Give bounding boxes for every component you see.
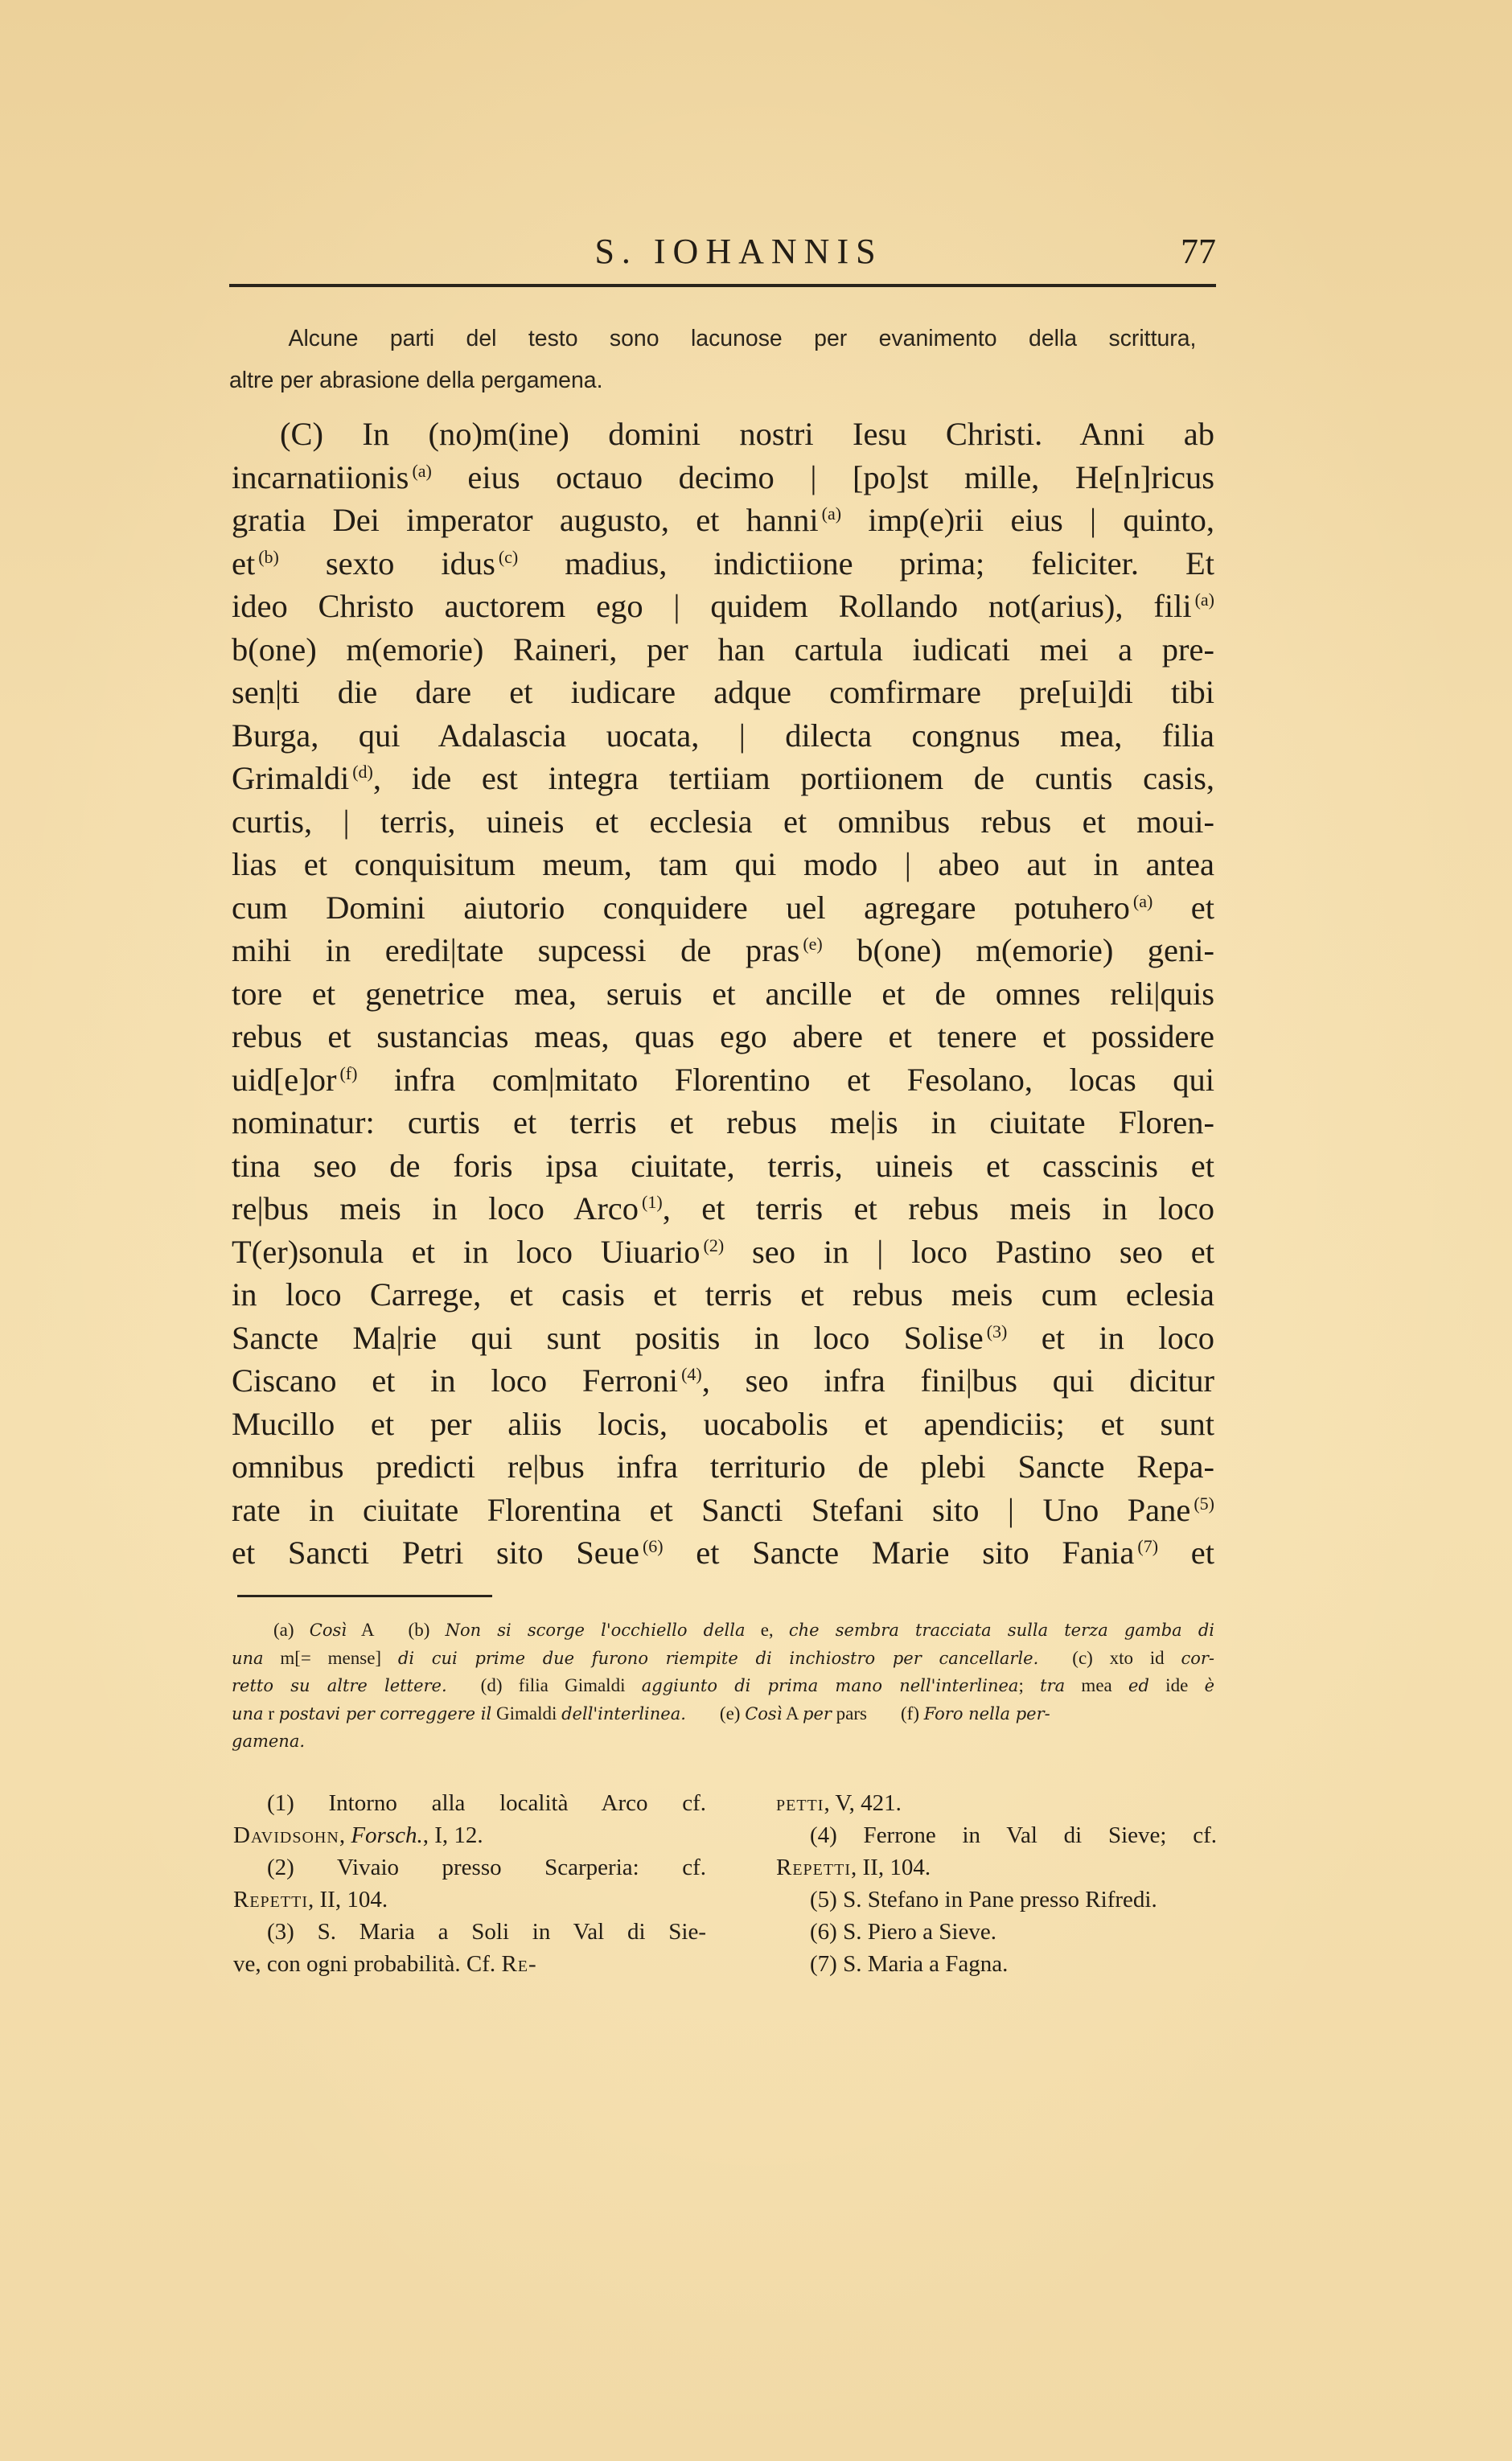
text-run: (2) Vivaio presso Scarperia: cf. [267, 1855, 706, 1880]
footnote-marker: (a) [821, 503, 842, 524]
text-run: ide [1148, 1675, 1205, 1695]
footnote-marker: (a) [1132, 890, 1153, 911]
text-run: (7) S. Maria a Fagna. [810, 1951, 1009, 1977]
footnote-line [776, 1948, 1217, 1980]
charter-line [232, 929, 1214, 972]
charter-line [232, 1317, 1214, 1360]
italic-text: retto su altre lettere. [232, 1676, 447, 1695]
text-run: ; [1018, 1675, 1041, 1695]
page-number: 77 [1181, 232, 1216, 271]
footnote-marker: (5) [1194, 1493, 1214, 1514]
text-run: curtis, | terris, uineis et ecclesia et omnibus rebus et moui- [232, 803, 1214, 840]
text-run: pars [831, 1703, 867, 1724]
text-run: (3) S. Maria a Soli in Val di Sie- [267, 1919, 706, 1945]
text-run: seo in | loco Pastino seo et [724, 1233, 1214, 1270]
footnote-marker: (4) [681, 1364, 702, 1384]
footnote-marker: (1) [642, 1192, 663, 1212]
author-name: Re- [501, 1951, 537, 1977]
charter-line [232, 628, 1214, 672]
text-run: A [782, 1703, 803, 1724]
text-run: cum Domini aiutorio conquidere uel agregare potuhero [232, 889, 1130, 926]
footnote-marker: (3) [986, 1321, 1008, 1341]
italic-text: una [232, 1648, 264, 1668]
charter-line [232, 757, 1214, 800]
footnote-marker: (2) [703, 1235, 725, 1255]
italic-text: Forsch. [351, 1822, 423, 1848]
author-name: Repetti [776, 1855, 851, 1880]
text-run: Burga, qui Adalascia uocata, | dilecta congnus mea, filia [232, 717, 1214, 754]
text-run: nominatur: curtis et terris et rebus me|is in ciuitate Floren- [232, 1104, 1214, 1140]
text-run: (b) [408, 1620, 446, 1640]
editorial-introduction [229, 318, 1196, 401]
text-run: sexto idus [278, 544, 495, 581]
author-name: Davidsohn [233, 1822, 339, 1848]
text-run: et in loco [1007, 1319, 1214, 1356]
footnote-marker: (d) [352, 762, 373, 782]
text-run: uid[e]or [232, 1061, 337, 1098]
charter-line [232, 1230, 1214, 1274]
text-run: , seo infra fini|bus qui dicitur [701, 1362, 1214, 1399]
apparatus-line [232, 1645, 1214, 1673]
text-run: rebus et sustancias meas, quas ego abere et tenere et possidere [232, 1018, 1214, 1054]
footnote-marker: (e) [803, 934, 823, 954]
text-run: ve, con ogni probabilità. Cf. [233, 1951, 502, 1977]
charter-line [232, 542, 1214, 585]
text-run: (d) filia Gimaldi [480, 1675, 642, 1695]
italic-text: Non si scorge l'occhiello della [445, 1621, 746, 1640]
text-run: , [339, 1822, 351, 1848]
italic-text: Così [309, 1621, 347, 1640]
intro-line: Alcune parti del testo sono lacunose per evanimento della scrittura, [288, 326, 1197, 351]
text-run: , V, 421. [824, 1790, 902, 1816]
text-run: et [1158, 1535, 1214, 1571]
critical-apparatus [232, 1617, 1214, 1756]
running-head [229, 228, 1216, 276]
text-run: ideo Christo auctorem ego | quidem Rollando not(arius), fili [232, 588, 1192, 624]
footnote-rule [237, 1595, 492, 1597]
text-run: , ide est integra tertiiam portiionem de cuntis casis, [372, 760, 1214, 796]
text-run: m[= mense] [263, 1647, 398, 1668]
charter-line [232, 1187, 1214, 1230]
footnote-line [233, 1916, 706, 1948]
text-run: A [346, 1620, 375, 1640]
header-rule [229, 284, 1216, 287]
text-run: r [263, 1703, 279, 1724]
text-run: b(one) m(emorie) Raineri, per han cartula iudicati mei a pre- [232, 631, 1214, 668]
footnote-line [233, 1948, 706, 1980]
charter-line [232, 886, 1214, 930]
text-run: et Sancti Petri sito Seue [232, 1535, 639, 1571]
italic-text: è [1204, 1676, 1214, 1695]
footnote-line [776, 1819, 1217, 1851]
italic-text: che sembra tracciata sulla terza gamba di [788, 1621, 1214, 1640]
text-run: Ciscano et in loco Ferroni [232, 1362, 679, 1399]
text-run: et [232, 544, 256, 581]
italic-text: Così [745, 1703, 783, 1724]
italic-text: postavi per correggere il [278, 1703, 492, 1724]
running-title: S. IOHANNIS [594, 232, 883, 271]
footnote-line [776, 1851, 1217, 1884]
apparatus-line [232, 1672, 1214, 1700]
text-run: (1) Intorno alla località Arco cf. [267, 1790, 706, 1816]
italic-text: una [232, 1703, 264, 1724]
charter-line [232, 1489, 1214, 1532]
charter-line [232, 1445, 1214, 1489]
charter-line [232, 800, 1214, 844]
footnote-marker: (a) [1194, 590, 1214, 610]
text-run: (f) [901, 1703, 924, 1724]
text-run: imp(e)rii eius | quinto, [841, 502, 1215, 538]
charter-line [232, 1144, 1214, 1188]
apparatus-line [232, 1728, 1214, 1756]
charter-line [232, 1015, 1214, 1058]
text-run: infra com|mitato Florentino et Fesolano, locas qui [357, 1061, 1214, 1098]
text-run: madius, indictiione prima; feliciter. Et [518, 544, 1214, 581]
text-run: (4) Ferrone in Val di Sieve; cf. [810, 1822, 1217, 1848]
footnotes-right-column [776, 1787, 1217, 1980]
intro-line: altre per abrasione della pergamena. [229, 368, 603, 393]
charter-line [232, 499, 1214, 542]
apparatus-line [232, 1617, 1214, 1645]
text-run: tore et genetrice mea, seruis et ancille et de omnes reli|quis [232, 975, 1214, 1012]
charter-line [232, 585, 1214, 628]
text-run: Mucillo et per aliis locis, uocabolis et apendiciis; et sunt [232, 1405, 1214, 1442]
text-run: eius octauo decimo | [po]st mille, He[n]ricus [431, 458, 1214, 495]
charter-line [232, 1531, 1214, 1575]
text-run: mihi in eredi|tate supcessi de pras [232, 932, 800, 968]
italic-text: cor- [1181, 1648, 1215, 1668]
footnote-line [776, 1916, 1217, 1948]
charter-line [232, 843, 1214, 886]
text-run: , II, 104. [851, 1855, 931, 1880]
italic-text: gamena. [232, 1732, 306, 1751]
charter-line [232, 456, 1214, 499]
text-run: , II, 104. [308, 1887, 388, 1913]
footnote-marker: (f) [339, 1062, 358, 1083]
charter-line [232, 972, 1214, 1016]
text-run: mea [1065, 1675, 1129, 1695]
text-run: sen|ti die dare et iudicare adque comfirmare pre[ui]di tibi [232, 674, 1214, 710]
footnote-line [233, 1851, 706, 1884]
text-run: Grimaldi [232, 760, 350, 796]
charter-line [232, 1359, 1214, 1403]
text-run: e, [745, 1620, 789, 1640]
italic-text: di cui prime due furono riempite di inchiostro per cancellarle. [397, 1648, 1039, 1668]
author-name: petti [776, 1790, 824, 1816]
text-run: (6) S. Piero a Sieve. [810, 1919, 996, 1945]
text-run: (c) xto id [1072, 1647, 1181, 1668]
text-run: rate in ciuitate Florentina et Sancti Stefani sito | Uno Pane [232, 1491, 1191, 1528]
charter-line [232, 1101, 1214, 1144]
charter-line [232, 1273, 1214, 1317]
footnote-line [233, 1787, 706, 1819]
footnote-line [233, 1884, 706, 1916]
text-run: et Sancte Marie sito Fania [663, 1535, 1135, 1571]
text-run: lias et conquisitum meum, tam qui modo | abeo aut in antea [232, 846, 1214, 882]
footnote-marker: (7) [1137, 1536, 1159, 1556]
text-run: (5) S. Stefano in Pane presso Rifredi. [810, 1887, 1157, 1913]
footnote-marker: (c) [498, 546, 519, 567]
italic-text: Foro nella per- [923, 1703, 1050, 1724]
footnote-line [776, 1884, 1217, 1916]
footnote-line [233, 1819, 706, 1851]
italic-text: aggiunto di prima mano nell'interlinea [641, 1676, 1019, 1695]
text-run: gratia Dei imperator augusto, et hanni [232, 502, 819, 538]
charter-line [232, 714, 1214, 758]
text-run: in loco Carrege, et casis et terris et rebus meis cum eclesia [232, 1276, 1214, 1313]
text-run: re|bus meis in loco Arco [232, 1190, 639, 1226]
charter-line [232, 1403, 1214, 1446]
footnote-marker: (a) [412, 460, 432, 481]
text-run: tina seo de foris ipsa ciuitate, terris, uineis et casscinis et [232, 1147, 1214, 1184]
text-run: et [1152, 889, 1214, 926]
text-run: T(er)sonula et in loco Uiuario [232, 1233, 701, 1270]
text-run: Gimaldi [491, 1703, 562, 1724]
charter-line [232, 1058, 1214, 1102]
text-run: , et terris et rebus meis in loco [662, 1190, 1214, 1226]
charter-line [232, 671, 1214, 714]
italic-text: per [803, 1703, 832, 1724]
text-run: (a) [273, 1620, 310, 1640]
italic-text: ed [1128, 1676, 1149, 1695]
text-run: Sancte Ma|rie qui sunt positis in loco Solise [232, 1319, 984, 1356]
text-run: , I, 12. [422, 1822, 483, 1848]
text-run: (e) [719, 1703, 746, 1724]
footnote-marker: (b) [258, 546, 279, 567]
charter-text [232, 413, 1214, 1575]
footnote-marker: (6) [642, 1536, 664, 1556]
italic-text: dell'interlinea. [561, 1703, 686, 1724]
italic-text: tra [1040, 1676, 1066, 1695]
footnotes-left-column [233, 1787, 706, 1980]
text-run: omnibus predicti re|bus infra territurio de plebi Sancte Repa- [232, 1448, 1214, 1485]
apparatus-line [232, 1700, 1214, 1728]
charter-line [232, 413, 1214, 456]
text-run: (C) In (no)m(ine) domini nostri Iesu Christi. Anni ab [280, 416, 1214, 452]
author-name: Repetti [233, 1887, 308, 1913]
footnote-line [776, 1787, 1217, 1819]
text-run: b(one) m(emorie) geni- [822, 932, 1215, 968]
text-run: incarnatiionis [232, 458, 409, 495]
